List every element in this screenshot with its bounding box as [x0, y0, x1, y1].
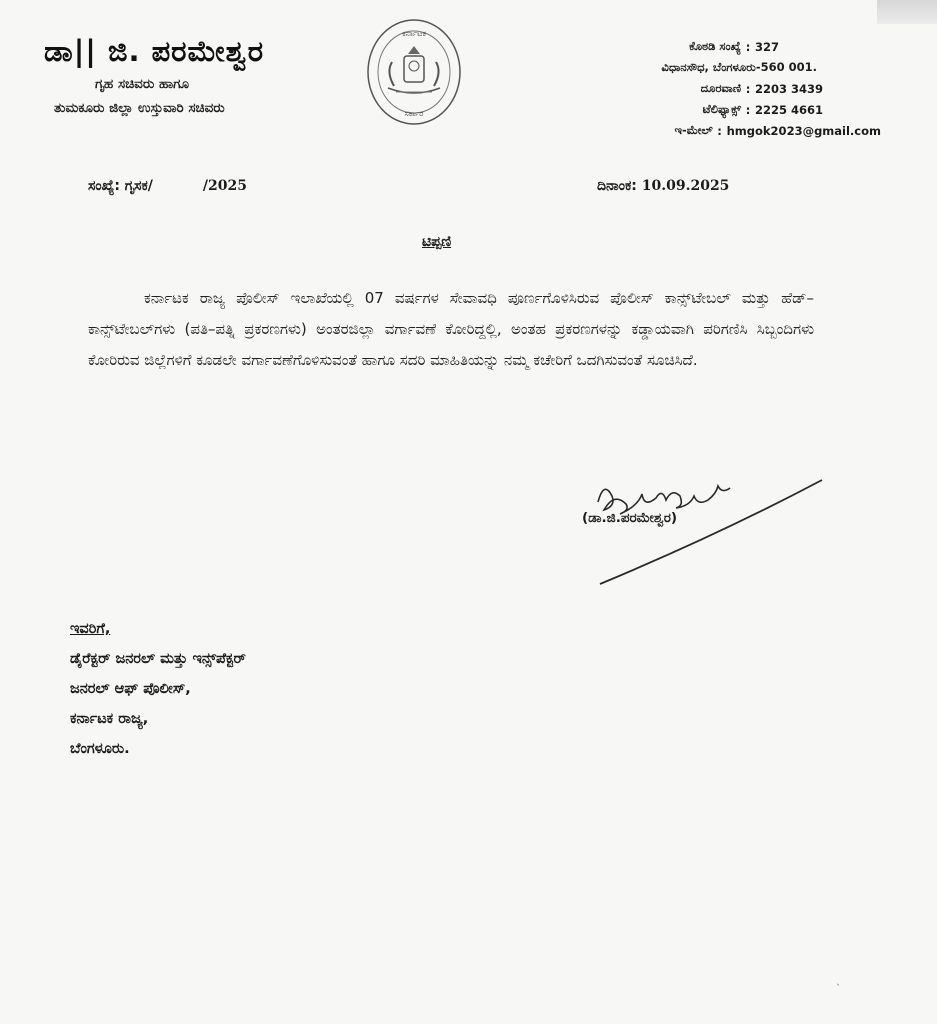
- contact-block: ಕೊಠಡಿ ಸಂಖ್ಯೆ : 327 ವಿಧಾನಸೌಧ, ಬೆಂಗಳೂರು-560 001. ದೂರವಾಣಿ : 2203 3439 ಟೆಲಿಫ್ಯಾಕ್ಸ್ : 2225 4661 ಇ-ಮೇಲ್ : hmgok2023@gmail.com: [661, 39, 881, 138]
- scan-speck: ˎ: [836, 975, 841, 986]
- recipient-line: ಜನರಲ್ ಆಫ್ ಪೊಲೀಸ್,: [70, 681, 191, 697]
- emblem-top-text: ಕರ್ನಾಟಕ: [402, 29, 426, 38]
- room-number: 327: [755, 39, 780, 54]
- email-address: hmgok2023@gmail.com: [726, 123, 881, 138]
- phone-number: 2203 3439: [755, 81, 824, 96]
- date-label: ದಿನಾಂಕ:: [597, 178, 637, 194]
- note-body: ಕರ್ನಾಟಕ ರಾಜ್ಯ ಪೊಲೀಸ್ ಇಲಾಖೆಯಲ್ಲಿ 07 ವರ್ಷಗಳ ಸೇವಾವಧಿ ಪೂರ್ಣಗೊಳಿಸಿರುವ ಪೊಲೀಸ್ ಕಾನ್ಸ್‌ಟೇಬಲ್ ಮತ್ತು ಹೆಡ್–ಕಾನ್ಸ್‌ಟೇಬಲ್‌ಗಳು (ಪತಿ–ಪತ್ನಿ ಪ್ರಕರಣಗಳು) ಅಂತರಜಿಲ್ಲಾ ವರ್ಗಾವಣೆ ಕೋರಿದ್ದಲ್ಲಿ, ಅಂತಹ ಪ್ರಕರಣಗಳನ್ನು ಕಡ್ಡಾಯವಾಗಿ ಪರಿಗಣಿಸಿ ಸಿಬ್ಬಂದಿಗಳು ಕೋರಿರುವ ಜಿಲ್ಲೆಗಳಿಗೆ ಕೂಡಲೇ ವರ್ಗಾವಣೆಗೊಳಿಸುವಂತೆ ಹಾಗೂ ಸದರಿ ಮಾಹಿತಿಯನ್ನು ನಮ್ಮ ಕಚೇರಿಗೆ ಒದಗಿಸುವಂತೆ ಸೂಚಿಸಿದೆ.: [88, 289, 814, 369]
- office-address: ವಿಧಾನಸೌಧ, ಬೆಂಗಳೂರು-560 001.: [661, 60, 817, 74]
- date-line: [597, 178, 729, 194]
- minister-name: ಡಾ|| ಜಿ. ಪರಮೇಶ್ವರ: [44, 34, 265, 68]
- recipient-address: [70, 614, 246, 764]
- date-value: 10.09.2025: [641, 178, 730, 194]
- signatory-name: (ಡಾ.ಜಿ.ಪರಮೇಶ್ವರ): [582, 510, 678, 526]
- designation-district: ತುಮಕೂರು ಜಿಲ್ಲಾ ಉಸ್ತುವಾರಿ ಸಚಿವರು: [54, 100, 225, 116]
- recipient-salutation: ಇವರಿಗೆ,: [70, 621, 111, 637]
- fax-number: 2225 4661: [755, 102, 824, 117]
- state-emblem-icon: [366, 18, 462, 126]
- room-label: ಕೊಠಡಿ ಸಂಖ್ಯೆ: [689, 39, 741, 53]
- reference-number: [88, 178, 247, 194]
- handwritten-signature: [570, 462, 840, 602]
- note-title: ಟಿಪ್ಪಣಿ: [422, 234, 452, 250]
- scan-shadow: [877, 0, 937, 24]
- recipient-line: ಬೆಂಗಳೂರು.: [70, 741, 130, 757]
- recipient-line: ಡೈರೆಕ್ಟರ್ ಜನರಲ್ ಮತ್ತು ಇನ್ಸ್‌ಪೆಕ್ಟರ್: [70, 651, 246, 667]
- reference-year: /2025: [202, 178, 247, 194]
- emblem-bottom-text: ಸರ್ಕಾರ: [404, 109, 424, 118]
- reference-label: ಸಂಖ್ಯೆ: ಗೃಸಕ/: [88, 178, 153, 194]
- email-label: ಇ-ಮೇಲ್: [674, 123, 713, 137]
- fax-label: ಟೆಲಿಫ್ಯಾಕ್ಸ್: [702, 102, 741, 116]
- recipient-line: ಕರ್ನಾಟಕ ರಾಜ್ಯ,: [70, 711, 149, 727]
- phone-label: ದೂರವಾಣಿ: [700, 81, 741, 95]
- designation: ಗೃಹ ಸಚಿವರು ಹಾಗೂ: [95, 76, 190, 92]
